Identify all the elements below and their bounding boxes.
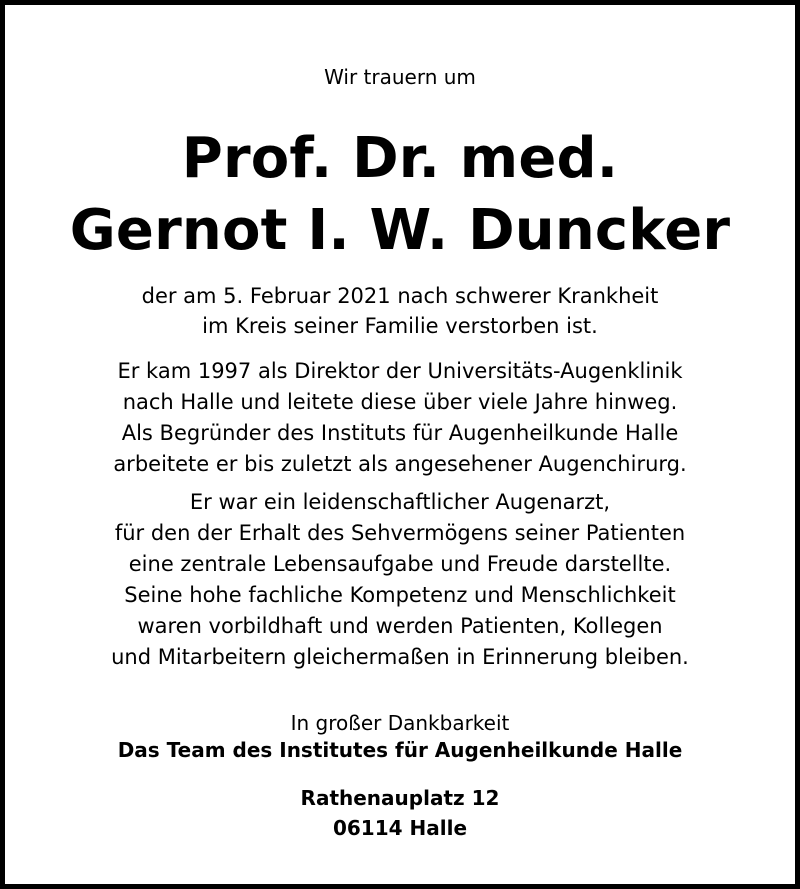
deceased-name (5, 123, 795, 267)
paragraph-line: arbeitete er bis zuletzt als angesehener Augenchirurg. (113, 452, 687, 476)
paragraph-line: und Mitarbeitern gleichermaßen in Erinnerung bleiben. (111, 645, 689, 669)
intro-line: Wir trauern um (324, 65, 476, 89)
career-paragraph (5, 356, 795, 480)
signature (5, 736, 795, 764)
death-notice-paragraph (5, 281, 795, 341)
address (5, 783, 795, 843)
name-full-line: Gernot I. W. Duncker (69, 198, 731, 263)
paragraph-line: der am 5. Februar 2021 nach schwerer Krankheit (141, 284, 659, 308)
address-city: 06114 Halle (332, 816, 468, 840)
paragraph-line: Als Begründer des Instituts für Augenheilkunde Halle (121, 421, 679, 445)
paragraph-line: nach Halle und leitete diese über viele Jahre hinweg. (122, 390, 678, 414)
signature-line: Das Team des Institutes für Augenheilkunde Halle (117, 738, 683, 762)
paragraph-line: Er kam 1997 als Direktor der Universitäts-Augenklinik (117, 359, 683, 383)
paragraph-line: Seine hohe fachliche Kompetenz und Menschlichkeit (124, 583, 676, 607)
paragraph-line: eine zentrale Lebensaufgabe und Freude darstellte. (128, 552, 672, 576)
paragraph-line: Er war ein leidenschaftlicher Augenarzt, (189, 490, 611, 514)
closing-line: In großer Dankbarkeit (290, 711, 510, 735)
tribute-paragraph (5, 487, 795, 673)
paragraph-line: für den der Erhalt des Sehvermögens seiner Patienten (114, 521, 686, 545)
intro-text (5, 65, 795, 89)
name-title-line: Prof. Dr. med. (181, 126, 619, 191)
paragraph-line: waren vorbildhaft und werden Patienten, Kollegen (137, 614, 663, 638)
paragraph-line: im Kreis seiner Familie verstorben ist. (202, 314, 598, 338)
closing-phrase (5, 709, 795, 737)
address-street: Rathenauplatz 12 (300, 786, 500, 810)
